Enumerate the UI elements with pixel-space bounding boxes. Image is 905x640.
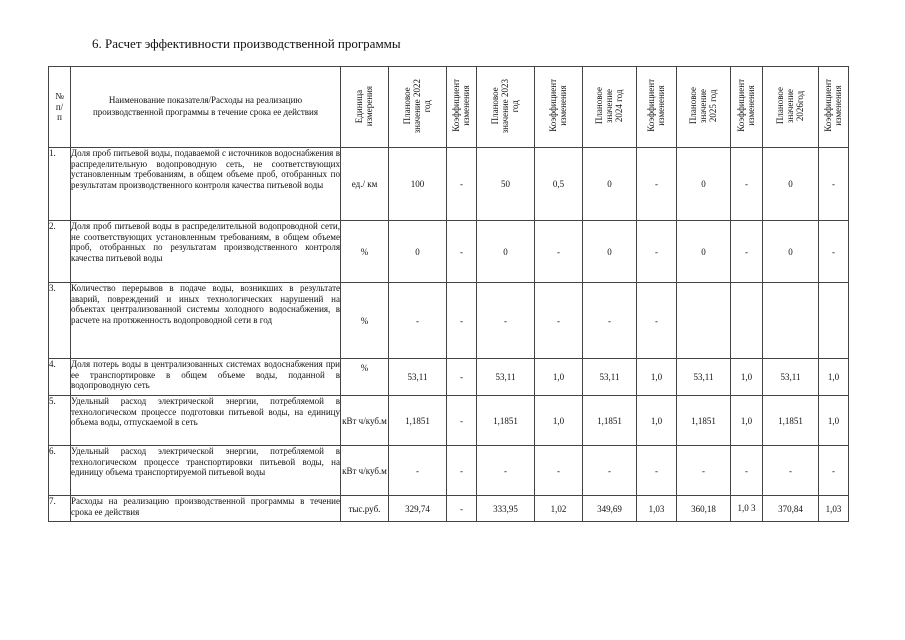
value-cell: 53,11 xyxy=(477,359,535,396)
value-cell: 1,03 xyxy=(819,496,849,522)
value-cell: - xyxy=(731,148,763,221)
header-row xyxy=(49,67,849,148)
value-cell: - xyxy=(819,446,849,496)
value-cell: 0 xyxy=(583,221,637,283)
value-cell: 0 xyxy=(677,148,731,221)
value-cell: 100 xyxy=(389,148,447,221)
value-cell: - xyxy=(583,446,637,496)
unit-cell: кВт ч/куб.м xyxy=(341,446,389,496)
table-row xyxy=(49,396,849,446)
row-number: 2. xyxy=(49,221,71,283)
value-cell: 329,74 xyxy=(389,496,447,522)
value-cell: - xyxy=(447,148,477,221)
header-plan-2026: Плановое значение 2026год xyxy=(763,67,819,148)
unit-cell: % xyxy=(341,283,389,359)
value-cell: 1,0 xyxy=(731,359,763,396)
value-cell: - xyxy=(819,148,849,221)
header-plan-2024: Плановое значение 2024 год xyxy=(583,67,637,148)
indicator-name: Удельный расход электрической энергии, потребляемой в технологическом процессе транспортировки питьевой воды, на единицу объема транспортируемой питьевой воды xyxy=(71,446,341,496)
value-cell xyxy=(731,283,763,359)
value-cell: - xyxy=(731,221,763,283)
value-cell: - xyxy=(447,396,477,446)
header-plan-2025: Плановое значение 2025 год xyxy=(677,67,731,148)
value-cell: - xyxy=(477,446,535,496)
table-row xyxy=(49,446,849,496)
header-coef-1: Коэффициент изменения xyxy=(447,67,477,148)
value-cell: 0 xyxy=(389,221,447,283)
page-title: 6. Расчет эффективности производственной программы xyxy=(92,36,401,51)
header-num: № п/ п xyxy=(49,67,71,148)
value-cell: - xyxy=(477,283,535,359)
table-row xyxy=(49,359,849,396)
efficiency-table xyxy=(48,66,849,522)
value-cell: 0 xyxy=(763,221,819,283)
indicator-name: Доля проб питьевой воды в распределительной водопроводной сети, не соответствующих установленным требованиям, в общем объеме проб, отобранных по результатам производственного контроля качества питьевой воды xyxy=(71,221,341,283)
value-cell: 53,11 xyxy=(583,359,637,396)
value-cell: - xyxy=(677,446,731,496)
row-number: 1. xyxy=(49,148,71,221)
unit-cell: ед./ км xyxy=(341,148,389,221)
header-name: Наименование показателя/Расходы на реализацию производственной программы в течение срока ее действия xyxy=(71,67,341,148)
value-cell: 1,1851 xyxy=(389,396,447,446)
value-cell: 0 xyxy=(477,221,535,283)
value-cell: 1,02 xyxy=(535,496,583,522)
value-cell xyxy=(763,283,819,359)
header-coef-3: Коэффициент изменения xyxy=(637,67,677,148)
value-cell: - xyxy=(447,221,477,283)
value-cell: - xyxy=(389,283,447,359)
indicator-name: Расходы на реализацию производственной программы в течение срока ее действия xyxy=(71,496,341,522)
value-cell: - xyxy=(447,359,477,396)
row-number: 4. xyxy=(49,359,71,396)
indicator-name: Количество перерывов в подаче воды, возникших в результате аварий, повреждений и иных технологических нарушений на объектах централизованной системы холодного водоснабжения, в расчете на протяженность водопроводной сети в год xyxy=(71,283,341,359)
value-cell: 1,0 xyxy=(731,396,763,446)
indicator-name: Удельный расход электрической энергии, потребляемой в технологическом процессе подготовки питьевой воды, на единицу объема воды, отпускаемой в сеть xyxy=(71,396,341,446)
value-cell: 1,0 xyxy=(535,396,583,446)
value-cell: - xyxy=(535,283,583,359)
value-cell: - xyxy=(637,148,677,221)
value-cell: 1,0 xyxy=(819,359,849,396)
unit-cell: % xyxy=(341,359,389,396)
value-cell: 349,69 xyxy=(583,496,637,522)
value-cell: 1,03 xyxy=(637,496,677,522)
value-cell: - xyxy=(637,283,677,359)
header-coef-2: Коэффициент изменения xyxy=(535,67,583,148)
value-cell: 53,11 xyxy=(677,359,731,396)
value-cell: - xyxy=(637,446,677,496)
header-plan-2022: Плановое значение 2022 год xyxy=(389,67,447,148)
header-unit: Единица измерения xyxy=(341,67,389,148)
value-cell: 1,1851 xyxy=(477,396,535,446)
value-cell: - xyxy=(819,221,849,283)
value-cell: 360,18 xyxy=(677,496,731,522)
value-cell: 1,0 xyxy=(535,359,583,396)
value-cell: - xyxy=(535,446,583,496)
row-number: 7. xyxy=(49,496,71,522)
indicator-name: Доля потерь воды в централизованных системах водоснабжения при ее транспортировке в общем объеме воды, поданной в водопроводную сеть xyxy=(71,359,341,396)
row-number: 5. xyxy=(49,396,71,446)
value-cell: 1,1851 xyxy=(583,396,637,446)
value-cell: - xyxy=(447,446,477,496)
value-cell: 1,1851 xyxy=(677,396,731,446)
value-cell: 0 xyxy=(677,221,731,283)
value-cell: 50 xyxy=(477,148,535,221)
unit-cell: тыс.руб. xyxy=(341,496,389,522)
value-cell xyxy=(677,283,731,359)
value-cell: 1,0 xyxy=(819,396,849,446)
value-cell: 53,11 xyxy=(763,359,819,396)
table-row xyxy=(49,283,849,359)
value-cell: 0,5 xyxy=(535,148,583,221)
value-cell: 53,11 xyxy=(389,359,447,396)
value-cell xyxy=(819,283,849,359)
value-cell: 1,0 3 xyxy=(731,496,763,522)
table-row xyxy=(49,148,849,221)
value-cell: 333,95 xyxy=(477,496,535,522)
table-row xyxy=(49,496,849,522)
value-cell: 1,0 xyxy=(637,396,677,446)
unit-cell: % xyxy=(341,221,389,283)
value-cell: - xyxy=(731,446,763,496)
value-cell: - xyxy=(389,446,447,496)
value-cell: - xyxy=(447,283,477,359)
indicator-name: Доля проб питьевой воды, подаваемой с источников водоснабжения в распределительную водопроводную сеть, не соответствующих установленным требованиям, в общем объеме проб, отобранных по результатам производственного контроля качества питьевой воды xyxy=(71,148,341,221)
value-cell: - xyxy=(447,496,477,522)
value-cell: - xyxy=(763,446,819,496)
row-number: 6. xyxy=(49,446,71,496)
row-number: 3. xyxy=(49,283,71,359)
value-cell: 1,1851 xyxy=(763,396,819,446)
value-cell: 370,84 xyxy=(763,496,819,522)
value-cell: - xyxy=(535,221,583,283)
value-cell: 0 xyxy=(583,148,637,221)
value-cell: 1,0 xyxy=(637,359,677,396)
unit-cell: кВт ч/куб.м xyxy=(341,396,389,446)
value-cell: 0 xyxy=(763,148,819,221)
value-cell: - xyxy=(583,283,637,359)
header-coef-5: Коэффициент изменения xyxy=(819,67,849,148)
value-cell: - xyxy=(637,221,677,283)
header-coef-4: Коэффициент изменения xyxy=(731,67,763,148)
table-row xyxy=(49,221,849,283)
header-plan-2023: Плановое значение 2023 год xyxy=(477,67,535,148)
